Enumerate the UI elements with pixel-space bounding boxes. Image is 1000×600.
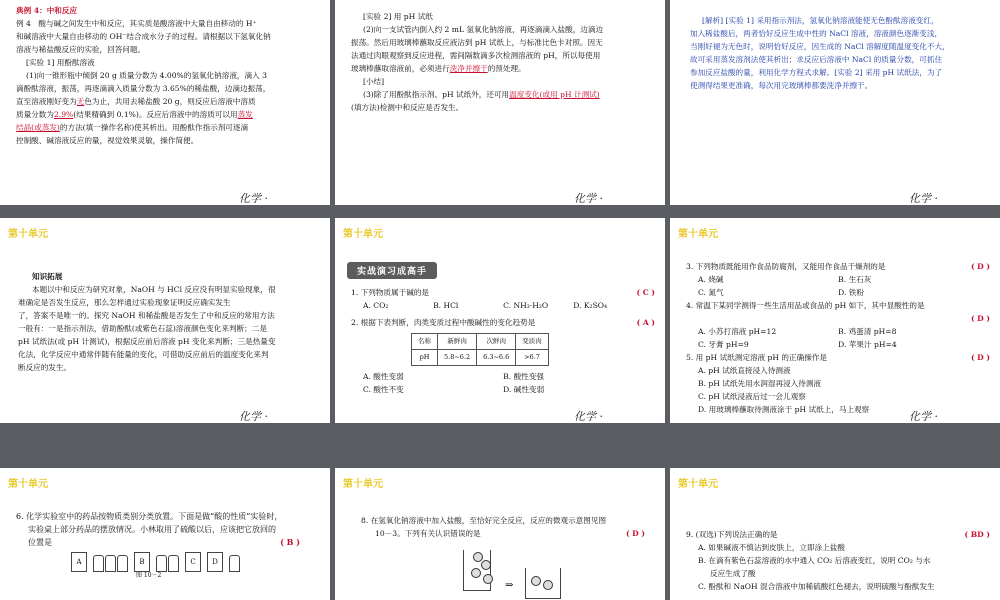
question-1: 1. 下列物质属于碱的是 ( C ) (351, 288, 655, 297)
answer-blank: 蒸发 (237, 110, 253, 119)
text-line: 和碱溶液中大量自由移动的 OH⁻结合成水分子的过程。请根据以下氢氧化钠 (16, 32, 271, 41)
section-title: 知识拓展 (32, 272, 63, 281)
slide-thumbnail-6[interactable] (670, 218, 1000, 423)
text-line: 控制酸、碱溶液反应的量，视觉效果灵敏，操作简便。 (16, 136, 199, 145)
answer-blank: 温度变化(或用 pH 计测试) (509, 90, 600, 99)
text-line: 8. 在氢氧化钠溶液中加入盐酸，至恰好完全反应，反应的微观示意图见图 (361, 516, 607, 525)
text-line: 一般有：一是指示剂法，借助酚酞(或紫色石蕊)溶液颜色变化来判断；二是 (18, 324, 267, 333)
unit-label: 第十单元 (343, 229, 383, 240)
options-q4: A. 小苏打溶液 pH=12 B. 鸡蛋清 pH=8 C. 牙膏 pH=9 D. 苹果汁 pH=4 (698, 327, 897, 349)
shelf-position-c: C (185, 552, 201, 572)
slide-thumbnail-3[interactable] (670, 0, 1000, 205)
slide-footer: 化学 · (909, 410, 938, 423)
slide-footer: 化学 · (239, 410, 268, 423)
unit-label: 第十单元 (343, 479, 383, 490)
text-line: 法通过肉眼观察到反应进程，需间隔数滴多次检测溶液的 pH，所以每使用 (351, 51, 601, 60)
analysis-label: [解析] (702, 16, 724, 25)
option-a: A. 如果碱液不慎沾到皮肤上，立即涂上盐酸 (698, 543, 845, 552)
option-c: C. 酚酞和 NaOH 混合溶液中加稀硫酸红色褪去，说明硫酸与酚酞发生 (698, 582, 935, 591)
text-line: (1)向一锥形瓶中倾倒 20 g 质量分数为 4.00%的氢氧化钠溶液，滴入 3 (26, 71, 267, 80)
slide-footer: 化学 · (239, 192, 268, 205)
answer-mark: ( D ) (970, 314, 990, 323)
answer-blank: 洗净并擦干 (449, 64, 488, 73)
slide-thumbnail-1[interactable] (0, 0, 330, 205)
answer-mark: ( C ) (636, 288, 655, 297)
text-line: [实验 2] 用 pH 试纸 (363, 12, 433, 21)
text-line: pH 试纸法(或 pH 计测试)，根据反应前后溶液 pH 变化来判断；三是热量变 (18, 337, 276, 346)
answer-mark: ( BD ) (964, 530, 990, 539)
answer-mark: ( D ) (625, 529, 645, 538)
answer-blank: 无 (76, 97, 85, 106)
question-4: 4. 常温下某同学测得一些生活用品或食品的 pH 如下，其中显酸性的是 (686, 301, 925, 310)
slide-footer: 化学 · (574, 410, 603, 423)
question-3: 3. 下列物质既能用作食品防腐剂，又能用作食品干燥剂的是 ( D ) (686, 262, 990, 271)
slide-footer: 化学 · (574, 192, 603, 205)
slide-thumbnail-9[interactable] (670, 468, 1000, 600)
answer-blank: 结晶(或蒸发) (16, 123, 60, 132)
text-line: 滴酚酞溶液，振荡，再逐滴滴入质量分数为 3.65%的稀盐酸，边滴边振荡， (16, 84, 271, 93)
slide-thumbnail-8[interactable] (335, 468, 665, 600)
text-line: 玻璃棒蘸取溶液前，必须进行洗净并擦干的预处理。 (351, 64, 526, 73)
text-line: 直至溶液刚好变为无色为止，共用去稀盐酸 20 g，则反应后溶液中溶质 (16, 97, 256, 106)
options-q5: A. pH 试纸直接浸入待测液 B. pH 试纸先用水润湿再浸入待测液 C. pH 试纸浸液后过一会儿观察 D. 用玻璃棒蘸取待测液涂于 pH 试纸上，马上观察 (698, 366, 870, 414)
bottle-group (93, 555, 128, 572)
text-line: 溶液与稀盐酸反应的实验，回答问题。 (16, 45, 146, 54)
text-line: 当刚好褪为无色时，说明恰好反应，因生成的 NaCl 溶解度随温度变化不大， (690, 42, 950, 51)
slide-thumbnail-4[interactable] (0, 218, 330, 423)
text-line: 结晶(或蒸发)的方法(填一操作名称)使其析出。用酚酞作指示剂可逐滴 (16, 123, 249, 132)
text-line: 加入稀盐酸后，两者恰好反应生成中性的 NaCl 溶液，溶液颜色逐渐变浅， (690, 29, 943, 38)
text-line: 了，答案不是唯一的。探究 NaOH 和稀盐酸是否发生了中和反应的常用方法 (18, 311, 275, 320)
text-line: 参加反应盐酸的量，利用化学方程式求解。[实验 2] 采用 pH 试纸法，为了 (690, 68, 943, 77)
text-line: 振荡。然后用玻璃棒蘸取反应液沾到 pH 试纸上，与标准比色卡对照。因无 (351, 38, 603, 47)
text-line: [小结] (363, 77, 385, 86)
text-line: 6. 化学实验室中的药品按物质类别分类放置。下面是做“酸的性质”实验时， (16, 512, 283, 521)
text-line: 本题以中和反应为研究对象，NaOH 与 HCl 反应没有明显实验现象，很 (32, 285, 276, 294)
text-line: (填方法)检测中和反应是否发生。 (351, 103, 464, 112)
text-line: 难确定是否发生反应，那么怎样通过实验现象证明反应确实发生 (18, 298, 231, 307)
text-line: 实验桌上部分药品的摆放情况。小林取用了硫酸以后，应该把它放回的 (28, 525, 276, 534)
ph-table: 名称 新鲜肉 次鲜肉 变质肉 pH 5.8~6.2 6.3~6.6 >6.7 (411, 333, 549, 366)
text-line: 化法，化学反应中通常伴随有能量的变化，可借助反应前后的温度变化来判 (18, 350, 269, 359)
shelf-position-b: B (134, 552, 150, 572)
bottle-group (229, 555, 240, 572)
bottle-group (156, 555, 179, 572)
example-title: 典例 4：中和反应 (16, 6, 78, 15)
options-q3: A. 烧碱 B. 生石灰 C. 氮气 D. 铁粉 (698, 275, 872, 297)
question-2: 2. 根据下表判断，肉类变质过程中酸碱性的变化趋势是 ( A ) (351, 318, 655, 327)
option-b: B. 在滴有紫色石蕊溶液的水中通入 CO₂ 后溶液变红，说明 CO₂ 与水 (698, 556, 931, 565)
text-line: 例 4 酸与碱之间发生中和反应，其实质是酸溶液中大量自由移动的 H⁺ (16, 19, 257, 28)
unit-label: 第十单元 (8, 229, 48, 240)
text-line: [解析] [实验 1] 采用指示剂法，氢氧化钠溶液能使无色酚酞溶液变红， (690, 14, 990, 27)
text-line: 质量分数为2.9%(结果精确到 0.1%)。反应后溶液中的溶质可以用蒸发 (16, 110, 253, 119)
options-q2: A. 酸性变弱 B. 酸性变强 C. 酸性不变 D. 碱性变弱 (363, 372, 545, 394)
text-line: 位置是 ( B ) (28, 537, 300, 547)
figure-shelf (16, 552, 320, 572)
unit-label: 第十单元 (678, 229, 718, 240)
answer-mark: ( A ) (636, 318, 655, 327)
unit-label: 第十单元 (678, 479, 718, 490)
options-q1: A. CO₂ B. HCl C. NH₃·H₂O D. K₂SO₄ (363, 301, 608, 310)
slide-footer: 化学 · (909, 192, 938, 205)
slide-thumbnail-5[interactable] (335, 218, 665, 423)
shelf-position-a: A (71, 552, 87, 572)
text-line: 10－3。下列有关认识错误的是 ( D ) (375, 529, 645, 538)
section-banner: 实战演习成高手 (347, 262, 437, 279)
figure-caption: 图 10－2 (136, 572, 162, 579)
answer-blank: 2.9% (53, 110, 74, 119)
slide-thumbnail-7[interactable] (0, 468, 330, 600)
question-9: 9. (双选)下列说法正确的是 ( BD ) (686, 530, 990, 539)
text-line: [实验 1] 用酚酞溶液 (26, 58, 95, 67)
text-line: 使测得结果更准确，每次用完玻璃棒都要洗净并擦干。 (690, 81, 873, 90)
option-b-cont: 反应生成了酸 (710, 569, 756, 578)
answer-mark: ( D ) (970, 262, 990, 271)
answer-mark: ( D ) (970, 353, 990, 362)
text-line: 故可采用蒸发溶剂法使其析出；求反应后溶液中 NaCl 的质量分数，可抓住 (690, 55, 943, 64)
unit-label: 第十单元 (8, 479, 48, 490)
text-line: (2)向一支试管内倒入约 2 mL 氢氧化钠溶液，再逐滴滴入盐酸，边滴边 (363, 25, 604, 34)
answer-mark: ( B ) (280, 537, 300, 547)
question-5: 5. 用 pH 试纸测定溶液 pH 的正确操作是 ( D ) (686, 353, 990, 362)
slide-thumbnail-2[interactable] (335, 0, 665, 205)
shelf-position-d: D (207, 552, 223, 572)
text-line: (3)除了用酚酞指示剂、pH 试纸外，还可用温度变化(或用 pH 计测试) (363, 90, 600, 99)
text-line: 断反应的发生。 (18, 363, 72, 372)
arrow-icon: ⇒ (505, 580, 514, 591)
